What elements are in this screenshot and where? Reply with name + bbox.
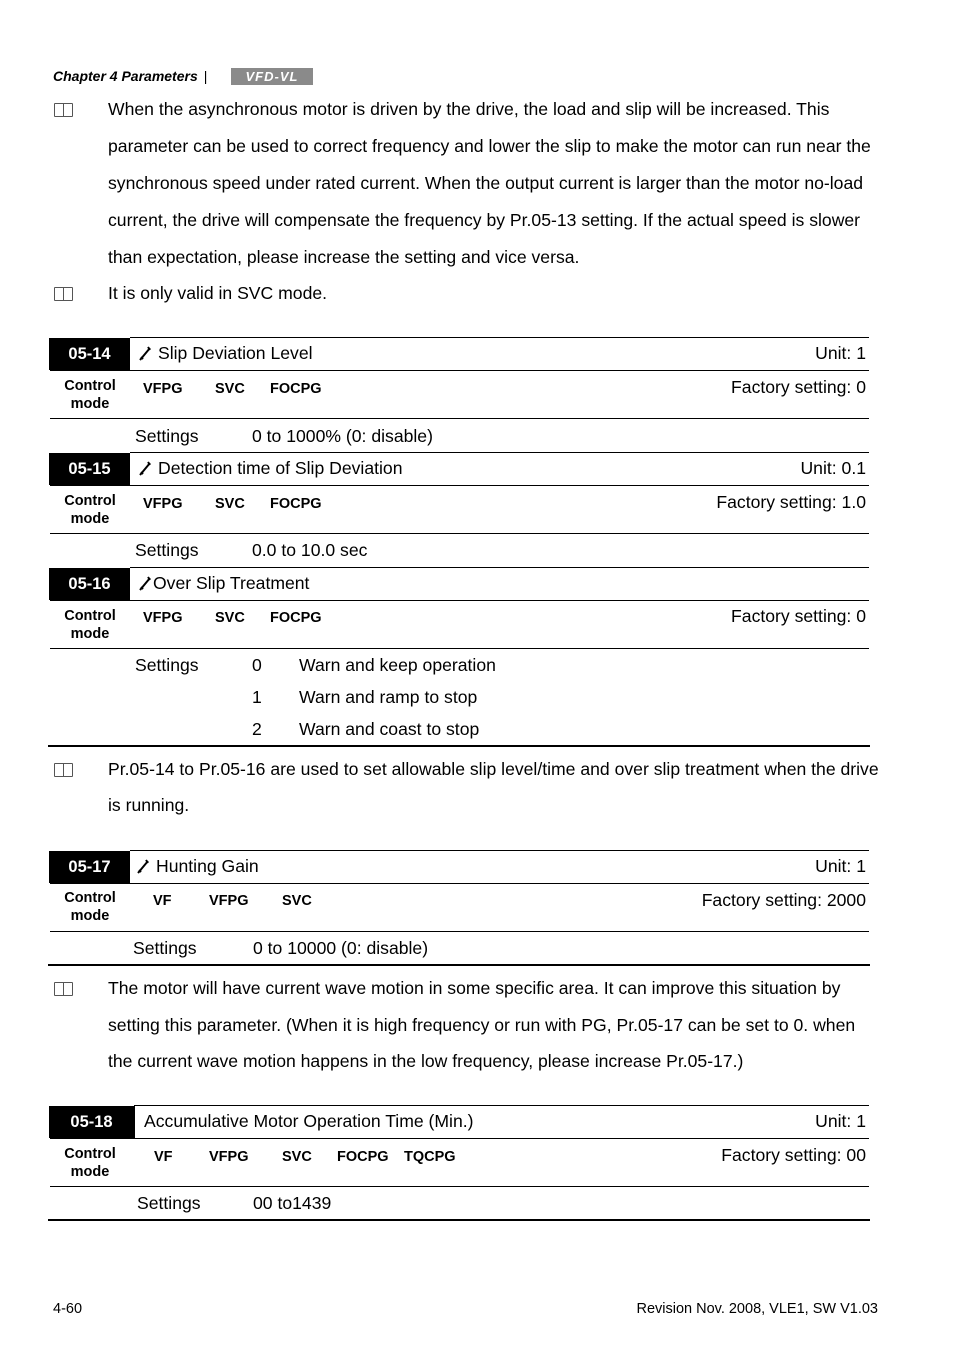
divider — [50, 485, 869, 486]
divider — [50, 883, 869, 884]
pen-icon — [138, 575, 152, 591]
param-name-text: Hunting Gain — [156, 856, 259, 876]
factory-setting-05-18: Factory setting: 00 — [721, 1145, 866, 1165]
header-separator: | — [203, 68, 208, 84]
factory-setting-05-15: Factory setting: 1.0 — [716, 492, 866, 512]
mode-label: mode — [70, 908, 110, 924]
param-id-05-16: 05-16 — [49, 568, 130, 600]
control-mode-label — [50, 889, 130, 925]
mode-label: mode — [70, 1164, 110, 1180]
pen-icon — [138, 345, 152, 361]
revision-info: Revision Nov. 2008, VLE1, SW V1.03 — [636, 1301, 878, 1317]
option-text: Warn and keep operation — [299, 655, 496, 675]
mode-focpg: FOCPG — [270, 610, 322, 626]
divider — [50, 1138, 869, 1139]
divider — [50, 418, 869, 419]
divider — [50, 600, 869, 601]
settings-value-05-17: 0 to 10000 (0: disable) — [253, 938, 429, 958]
divider — [134, 1105, 135, 1138]
factory-setting-05-17: Factory setting: 2000 — [701, 890, 866, 910]
table-bottom-border — [48, 745, 870, 747]
book-icon — [54, 287, 74, 301]
settings-value-05-18: 00 to1439 — [253, 1193, 332, 1213]
param-name-05-16 — [138, 573, 309, 594]
control-label: Control — [64, 890, 116, 906]
divider — [50, 533, 869, 534]
divider — [130, 337, 869, 338]
settings-label: Settings — [137, 1193, 201, 1213]
settings-value-05-14: 0 to 1000% (0: disable) — [252, 426, 433, 446]
note-paragraph-svc-only: It is only valid in SVC mode. — [108, 283, 328, 303]
mode-vfpg: VFPG — [143, 610, 183, 626]
param-name-text: Detection time of Slip Deviation — [158, 458, 403, 478]
control-label: Control — [64, 493, 116, 509]
divider — [50, 1186, 869, 1187]
param-name-05-15 — [138, 458, 402, 479]
note-paragraph-hunting-gain: The motor will have current wave motion in some specific area. It can improve this situation by setting this parameter. (When it is high frequency or run with PG, Pr.05-17 can be set to 0. when the current wave motion happens in the low frequency, please increase Pr.05-17.) — [108, 978, 856, 1071]
param-id-05-14: 05-14 — [49, 338, 130, 370]
mode-svc: SVC — [215, 381, 245, 397]
mode-vfpg: VFPG — [209, 893, 249, 909]
mode-label: mode — [70, 511, 110, 527]
mode-svc: SVC — [282, 893, 312, 909]
param-unit-05-17: Unit: 1 — [815, 856, 866, 876]
control-mode-label — [50, 607, 130, 643]
control-mode-label — [50, 1145, 130, 1181]
book-icon — [54, 763, 74, 777]
option-text: Warn and coast to stop — [299, 719, 480, 739]
param-name-05-14 — [138, 343, 313, 364]
chapter-title: Chapter 4 Parameters — [53, 68, 198, 84]
divider — [130, 850, 869, 851]
mode-vf: VF — [154, 1149, 173, 1165]
param-name-text: Over Slip Treatment — [153, 573, 310, 593]
mode-vfpg: VFPG — [143, 381, 183, 397]
book-icon — [54, 982, 74, 996]
control-label: Control — [64, 608, 116, 624]
param-unit-05-15: Unit: 0.1 — [800, 458, 866, 478]
mode-tqcpg: TQCPG — [404, 1149, 456, 1165]
table-bottom-border — [48, 964, 870, 966]
param-id-05-18: 05-18 — [49, 1106, 134, 1138]
chapter-header — [53, 68, 212, 84]
mode-vfpg: VFPG — [143, 496, 183, 512]
option-value: 1 — [252, 687, 262, 707]
mode-focpg: FOCPG — [270, 496, 322, 512]
mode-vf: VF — [153, 893, 172, 909]
param-id-05-15: 05-15 — [49, 453, 130, 485]
vfd-vl-logo: VFD-VL — [231, 68, 313, 85]
control-label: Control — [64, 378, 116, 394]
settings-value-05-15: 0.0 to 10.0 sec — [252, 540, 368, 560]
control-mode-label — [50, 492, 130, 528]
settings-label: Settings — [135, 540, 199, 560]
note-paragraph-slip-compensation: When the asynchronous motor is driven by the drive, the load and slip will be increased. This parameter can be used to correct frequency and lower the slip to make the motor can run near the synchronous speed under rated current. When the output current is larger than the motor no-load current, the drive will compensate the frequency by Pr.05-13 setting. If the actual speed is slower than expectation, please increase the setting and vice versa. — [108, 99, 871, 267]
settings-label: Settings — [133, 938, 197, 958]
settings-label: Settings — [135, 426, 199, 446]
divider — [130, 567, 869, 568]
param-name-05-17 — [136, 856, 259, 877]
control-mode-label — [50, 377, 130, 413]
settings-label: Settings — [135, 655, 199, 675]
pen-icon — [136, 858, 150, 874]
note-paragraph-slip-range: Pr.05-14 to Pr.05-16 are used to set allowable slip level/time and over slip treatment when the drive is running. — [108, 759, 879, 815]
factory-setting-05-16: Factory setting: 0 — [731, 606, 866, 626]
option-value: 0 — [252, 655, 262, 675]
param-name-05-18: Accumulative Motor Operation Time (Min.) — [144, 1111, 474, 1131]
param-id-05-17: 05-17 — [49, 851, 130, 883]
page-number: 4-60 — [53, 1301, 83, 1317]
param-name-text: Slip Deviation Level — [158, 343, 313, 363]
mode-svc: SVC — [282, 1149, 312, 1165]
mode-svc: SVC — [215, 496, 245, 512]
pen-icon — [138, 460, 152, 476]
mode-focpg: FOCPG — [337, 1149, 389, 1165]
option-value: 2 — [252, 719, 262, 739]
mode-focpg: FOCPG — [270, 381, 322, 397]
option-text: Warn and ramp to stop — [299, 687, 478, 707]
mode-svc: SVC — [215, 610, 245, 626]
param-unit-05-18: Unit: 1 — [815, 1111, 866, 1131]
mode-label: mode — [70, 626, 110, 642]
param-unit-05-14: Unit: 1 — [815, 343, 866, 363]
mode-vfpg: VFPG — [209, 1149, 249, 1165]
divider — [50, 648, 869, 649]
table-bottom-border — [48, 1219, 870, 1221]
divider — [130, 452, 869, 453]
divider — [50, 931, 869, 932]
divider — [50, 370, 869, 371]
factory-setting-05-14: Factory setting: 0 — [731, 377, 866, 397]
book-icon — [54, 103, 74, 117]
mode-label: mode — [70, 396, 110, 412]
control-label: Control — [64, 1146, 116, 1162]
divider — [134, 1105, 869, 1106]
